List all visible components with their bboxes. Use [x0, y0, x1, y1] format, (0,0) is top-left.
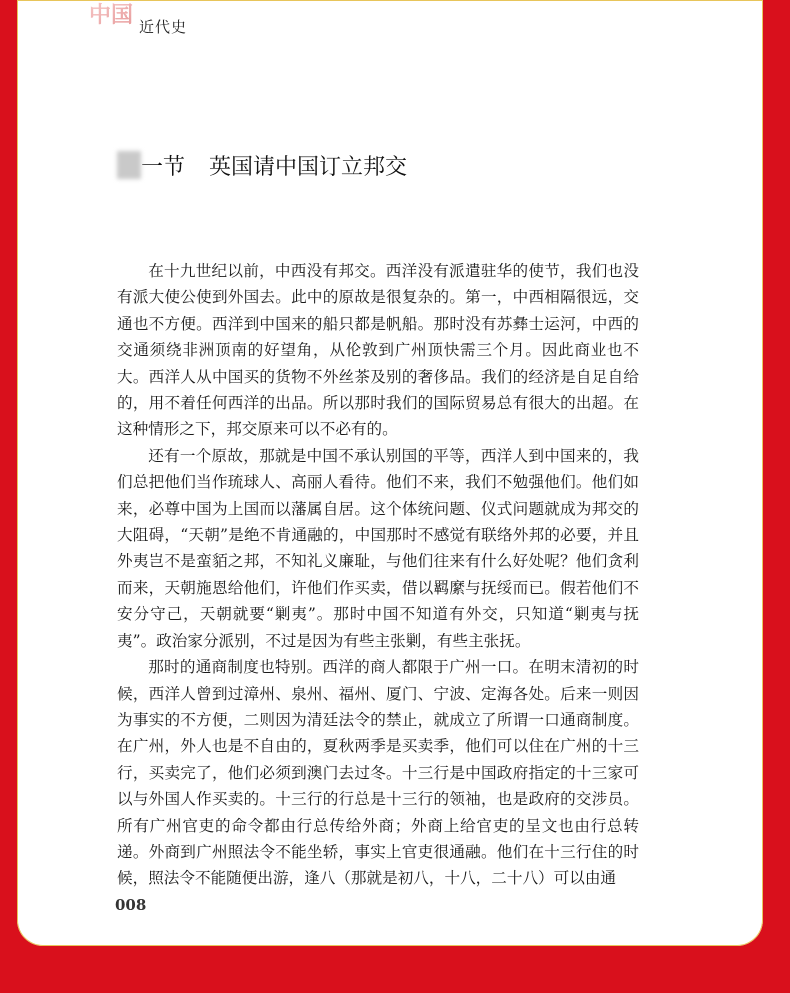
paragraph: 还有一个原故，那就是中国不承认别国的平等，西洋人到中国来的，我们总把他们当作琉球人、高丽人看待。他们不来，我们不勉强他们。他们如来，必尊中国为上国而以藩属自居。这个体统问题、仪式问题就成为邦交的大阻碍，“天朝”是绝不肯通融的，中国那时不感觉有联络外邦的必要，并且外夷岂不是蛮貊之邦，不知礼义廉耻，与他们往来有什么好处呢？他们贪利而来，天朝施恩给他们，许他们作买卖，借以羁縻与抚绥而已。假若他们不安分守己，天朝就要“剿夷”。那时中国不知道有外交，只知道“剿夷与抚夷”。政治家分派别，不过是因为有些主张剿，有些主张抚。	[117, 446, 639, 650]
section-heading	[117, 148, 407, 182]
paragraph: 那时的通商制度也特别。西洋的商人都限于广州一口。在明末清初的时候，西洋人曾到过漳州、泉州、福州、厦门、宁波、定海各处。后来一则因为事实的不方便，二则因为清廷法令的禁止，就成立了所谓一口通商制度。在广州，外人也是不自由的，夏秋两季是买卖季，他们可以住在广州的十三行，买卖完了，他们必须到澳门去过冬。十三行是中国政府指定的十三家可以与外国人作买卖的。十三行的行总是十三行的领袖，也是政府的交涉员。所有广州官吏的命令都由行总传给外商；外商上给官吏的呈文也由行总转递。外商到广州照法令不能坐轿，事实上官吏很通融。他们在十三行住的时候，照法令不能随便出游，逢八（那就是初八，十八，二十八）可以由通	[117, 658, 639, 888]
china-logo-mark	[87, 0, 143, 34]
redacted-section-number	[117, 151, 141, 179]
china-logo	[87, 0, 143, 34]
logo-text: 中国	[89, 3, 134, 28]
page-number: 008	[115, 896, 147, 914]
section-title: 英国请中国订立邦交	[209, 154, 408, 180]
paragraph: 在十九世纪以前，中西没有邦交。西洋没有派遣驻华的使节，我们也没有派大使公使到外国去。此中的原故是很复杂的。第一，中西相隔很远，交通也不方便。西洋到中国来的船只都是帆船。那时没有苏彝士运河，中西的交通须绕非洲顶南的好望角，从伦敦到广州顶快需三个月。因此商业也不大。西洋人从中国买的货物不外丝茶及别的奢侈品。我们的经济是自足自给的，用不着任何西洋的出品。所以那时我们的国际贸易总有很大的出超。在这种情形之下，邦交原来可以不必有的。	[117, 262, 639, 439]
book-page	[17, 0, 763, 946]
section-number-suffix: 一节	[141, 154, 186, 180]
running-header-title: 近代史	[139, 18, 188, 36]
body-text	[117, 258, 639, 892]
